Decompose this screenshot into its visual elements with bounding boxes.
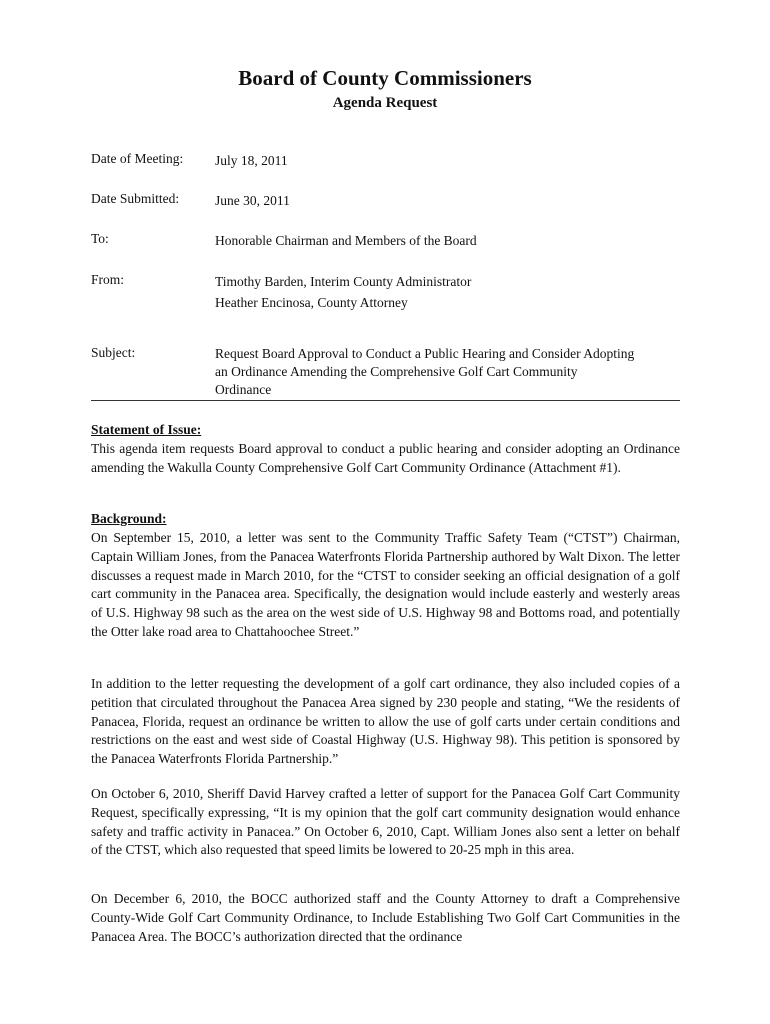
background-paragraph-4: On December 6, 2010, the BOCC authorized staff and the County Attorney to draft a Comprehensive County-Wide Golf Cart Community Ordinance, to Include Establishing Two Golf Cart Communities in the Panacea Area. The BOCC’s authorization directed that the ordinance xyxy=(91,891,680,944)
from-value-2: Heather Encinosa, County Attorney xyxy=(215,295,408,310)
date-submitted-value: June 30, 2011 xyxy=(215,193,290,208)
background-paragraph-3: On October 6, 2010, Sheriff David Harvey crafted a letter of support for the Panacea Golf Cart Community Request, specifically expressing, “It is my opinion that the golf cart community designation would enhance safety and traffic activity in Panacea.” On October 6, 2010, Capt. William Jones also sent a letter on behalf of the CTST, which also requested that speed limits be lowered to 20-25 mph in this area. xyxy=(91,786,680,858)
to-label: To: xyxy=(91,231,109,246)
statement-heading: Statement of Issue: xyxy=(91,422,202,437)
from-label: From: xyxy=(91,272,125,287)
date-of-meeting-value: July 18, 2011 xyxy=(215,153,288,168)
background-paragraph-2: In addition to the letter requesting the development of a golf cart ordinance, they also included copies of a petition that circulated throughout the Panacea Area signed by 230 people and stating, “We the residents of Panacea, Florida, request an ordinance be written to allow the use of golf carts under certain conditions and restrictions on the east and west side of Coastal Highway (U.S. Highway 98). This petition is sponsored by the Panacea Waterfronts Florida Partnership.” xyxy=(91,676,680,767)
document-subtitle: Agenda Request xyxy=(332,95,438,111)
date-of-meeting-label: Date of Meeting: xyxy=(91,151,184,166)
from-value-1: Timothy Barden, Interim County Administrator xyxy=(215,274,472,289)
to-value: Honorable Chairman and Members of the Board xyxy=(215,233,477,248)
background-paragraph-1: On September 15, 2010, a letter was sent to the Community Traffic Safety Team (“CTST”) Chairman, Captain William Jones, from the Panacea Waterfronts Florida Partnership authored by Walt Dixon. The letter discusses a request made in March 2010, for the “CTST to consider seeking an official designation of a golf cart community in the Panacea area. Specifically, the designation would include easterly and westerly areas of U.S. Highway 98 such as the area on the west side of U.S. Highway 98 and Bottoms road, and potentially the Otter lake road area to Chattahoochee Street.” xyxy=(91,530,680,639)
section-divider xyxy=(91,400,680,401)
document-title: Board of County Commissioners xyxy=(238,66,532,90)
date-submitted-label: Date Submitted: xyxy=(91,191,180,206)
statement-text: This agenda item requests Board approval to conduct a public hearing and consider adopting an Ordinance amending the Wakulla County Comprehensive Golf Cart Community Ordinance (Attachment #1). xyxy=(91,441,680,475)
background-heading: Background: xyxy=(91,511,167,526)
subject-value: Request Board Approval to Conduct a Public Hearing and Consider Adopting an Ordinance Amending the Comprehensive Golf Cart Community Ordinance xyxy=(215,346,635,397)
subject-label: Subject: xyxy=(91,345,136,360)
